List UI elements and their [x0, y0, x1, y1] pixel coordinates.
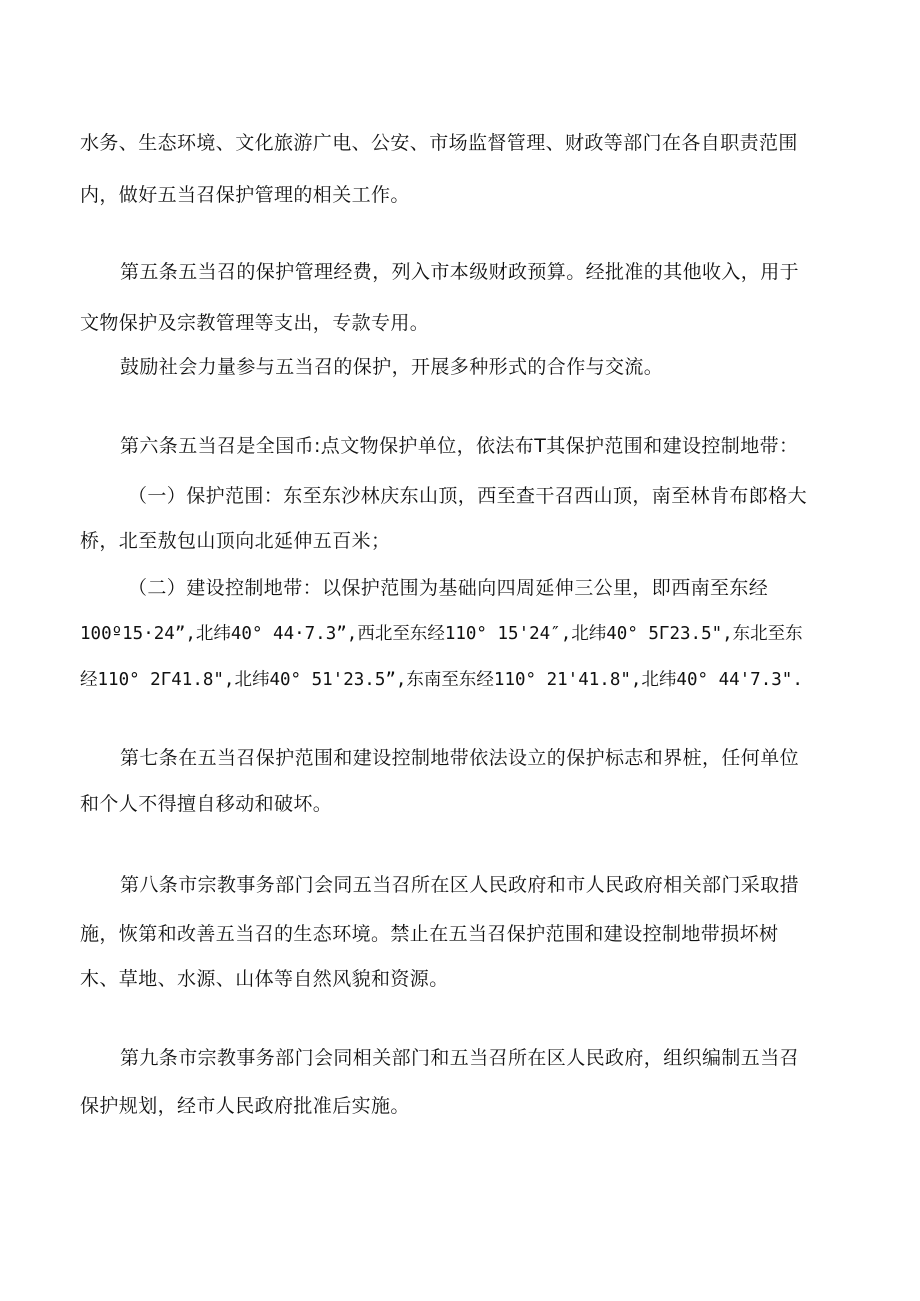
coordinate-line: 经110° 2Γ41.8",北纬40° 51'23.5”,东南至东经110° 21'41.8",北纬40° 44'7.3". — [80, 670, 803, 690]
paragraph-line: 内，做好五当召保护管理的相关工作。 — [80, 184, 410, 206]
article-6-line: 第六条五当召是全国币:点文物保护单位，依法布T其保护范围和建设控制地带： — [120, 435, 799, 457]
coordinate-line: 100º15·24”,北纬40° 44·7.3”,西北至东经110° 15'24″,北纬40° 5Γ23.5",东北至东 — [80, 624, 803, 644]
article-9-line: 保护规划，经市人民政府批准后实施。 — [80, 1095, 410, 1117]
article-7-line: 和个人不得擅自移动和破坏。 — [80, 793, 333, 815]
article-7-line: 第七条在五当召保护范围和建设控制地带依法设立的保护标志和界桩，任何单位 — [120, 747, 800, 769]
article-8-line: 第八条市宗教事务部门会同五当召所在区人民政府和市人民政府相关部门采取措 — [120, 874, 800, 896]
paragraph-line: 水务、生态环境、文化旅游广电、公安、市场监督管理、财政等部门在各自职责范围 — [80, 132, 798, 154]
article-6-line: （二）建设控制地带：以保护范围为基础向四周延伸三公里，即西南至东经 — [128, 577, 769, 599]
article-6-line: 桥，北至敖包山顶向北延伸五百米； — [80, 530, 391, 552]
article-8-line: 木、草地、水源、山体等自然风貌和资源。 — [80, 968, 449, 990]
article-8-line: 施，恢第和改善五当召的生态环境。禁止在五当召保护范围和建设控制地带损坏树 — [80, 923, 779, 945]
article-6-line: （一）保护范围：东至东沙林庆东山顶，西至查干召西山顶，南至林肯布郎格大 — [128, 485, 808, 507]
article-9-line: 第九条市宗教事务部门会同相关部门和五当召所在区人民政府，组织编制五当召 — [120, 1047, 800, 1069]
article-5-line: 第五条五当召的保护管理经费，列入市本级财政预算。经批准的其他收入，用于 — [120, 261, 800, 283]
article-5-line: 文物保护及宗教管理等支出，专款专用。 — [80, 312, 430, 334]
paragraph-line: 鼓励社会力量参与五当召的保护，开展多种形式的合作与交流。 — [120, 356, 664, 378]
